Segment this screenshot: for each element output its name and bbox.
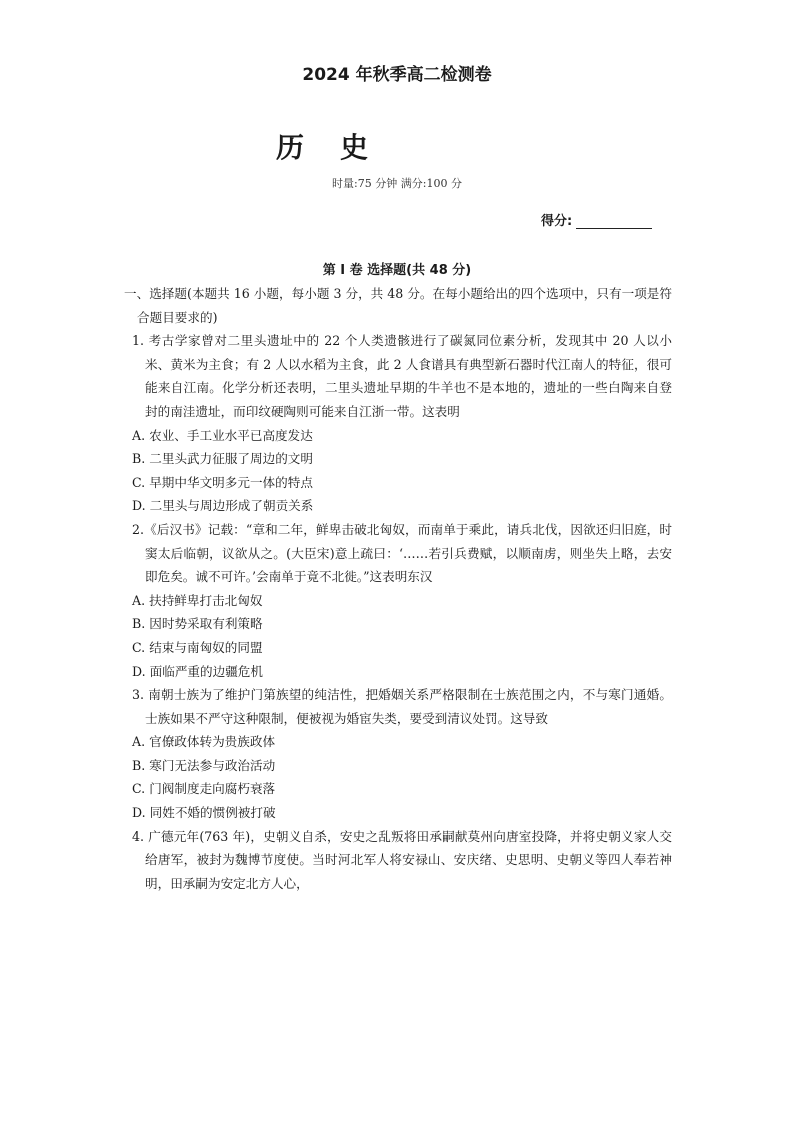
time-and-score-info: 时量:75 分钟 满分:100 分 bbox=[332, 177, 462, 190]
question-2-option-d: D. 面临严重的边疆危机 bbox=[132, 663, 263, 679]
question-stem-1: 1. 考古学家曾对二里头遗址中的 22 个人类遗骸进行了碳氮同位素分析，发现其中 20 人以小米、黄米为主食；有 2 人以水稻为主食，此 2 人食谱具有典型新石器时代江南人的特征，很可能来自江南。化学分析还表明，二里头遗址早期的牛羊也不是本地的，遗址的一些白陶来自登封的南洼遗址，而印纹硬陶则可能来自江浙一带。这表明 bbox=[132, 333, 672, 419]
question-2-option-c: C. 结束与南匈奴的同盟 bbox=[132, 639, 263, 655]
question-3-option-b: B. 寒门无法参与政治活动 bbox=[132, 757, 276, 773]
section-instructions: 一、选择题(本题共 16 小题，每小题 3 分，共 48 分。在每小题给出的四个选项中，只有一项是符合题目要求的) bbox=[124, 286, 672, 325]
question-content bbox=[124, 282, 672, 895]
question-stem-3: 3. 南朝士族为了维护门第族望的纯洁性，把婚姻关系严格限制在士族范围之内，不与寒门通婚。士族如果不严守这种限制，便被视为婚宦失类，要受到清议处罚。这导致 bbox=[132, 687, 672, 726]
section-title: 第 I 卷 选择题(共 48 分) bbox=[322, 263, 472, 278]
question-stem-2: 2.《后汉书》记载：“章和二年，鲜卑击破北匈奴，而南单于乘此，请兵北伐，因欲还归旧庭，时窦太后临朝，议欲从之。(大臣宋)意上疏曰：‘……若引兵费赋，以顺南虏，则坐失上略，去安即危矣。诚不可许。’会南单于竟不北徙。”这表明东汉 bbox=[132, 521, 672, 585]
question-3-option-d: D. 同姓不婚的惯例被打破 bbox=[132, 805, 276, 821]
question-2-option-b: B. 因时势采取有利策略 bbox=[132, 616, 263, 632]
question-1-option-c: C. 早期中华文明多元一体的特点 bbox=[132, 474, 313, 490]
exam-title: 2024 年秋季高二检测卷 bbox=[302, 65, 492, 85]
question-1-option-d: D. 二里头与周边形成了朝贡关系 bbox=[132, 498, 314, 514]
question-1-option-b: B. 二里头武力征服了周边的文明 bbox=[132, 451, 313, 467]
question-3-option-a: A. 官僚政体转为贵族政体 bbox=[132, 734, 276, 750]
score-blank-line bbox=[576, 215, 652, 229]
score-label: 得分: bbox=[541, 214, 573, 229]
question-3-option-c: C. 门阀制度走向腐朽衰落 bbox=[132, 781, 276, 797]
question-stem-4: 4. 广德元年(763 年)，史朝义自杀，安史之乱叛将田承嗣献莫州向唐室投降，并将史朝义家人交给唐军，被封为魏博节度使。当时河北军人将安禄山、安庆绪、史思明、史朝义等四人奉若神明，田承嗣为安定北方人心， bbox=[132, 828, 672, 891]
subject-title: 历史 bbox=[276, 131, 405, 164]
question-2-option-a: A. 扶持鲜卑打击北匈奴 bbox=[132, 592, 263, 608]
question-1-option-a: A. 农业、手工业水平已高度发达 bbox=[132, 427, 313, 443]
score-field bbox=[541, 210, 652, 229]
